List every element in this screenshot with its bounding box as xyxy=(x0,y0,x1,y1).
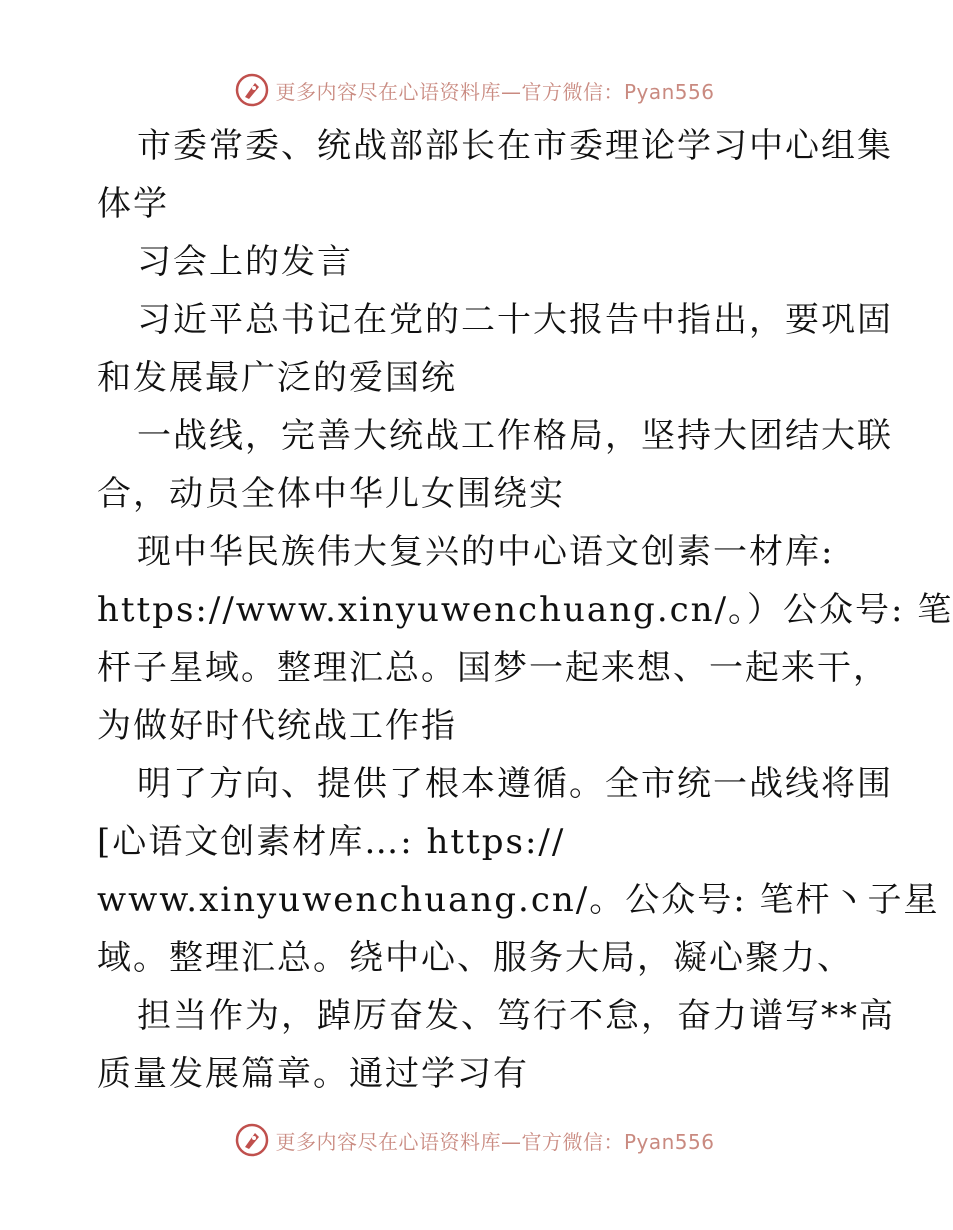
body-line: https://www.xinyuwenchuang.cn/。）公众号: 笔 xyxy=(97,590,953,630)
body-line: 担当作为，踔厉奋发、笃行不怠，奋力谱写**高 xyxy=(137,996,895,1036)
body-line: www.xinyuwenchuang.cn/。公众号: 笔杆丶子星 xyxy=(97,880,940,920)
watermark-text: 更多内容尽在心语资料库—官方微信：Pyan556 xyxy=(275,79,715,104)
body-line: 域。整理汇总。绕中心、服务大局，凝心聚力、 xyxy=(97,938,853,978)
body-line: [心语文创素材库…: https:// xyxy=(97,822,566,862)
body-line: 为做好时代统战工作指 xyxy=(97,706,457,746)
body-line: 现中华民族伟大复兴的中心语文创素一材库: xyxy=(137,532,835,572)
footer-watermark xyxy=(0,1120,950,1160)
body-line: 市委常委、统战部部长在市委理论学习中心组集 xyxy=(137,126,893,166)
pen-nib-logo-icon xyxy=(235,73,269,107)
document-body xyxy=(97,117,953,1103)
header-watermark xyxy=(0,70,950,110)
body-line: 质量发展篇章。通过学习有 xyxy=(97,1054,529,1094)
body-line: 一战线，完善大统战工作格局，坚持大团结大联 xyxy=(137,416,893,456)
body-line: 习近平总书记在党的二十大报告中指出，要巩固 xyxy=(137,300,893,340)
body-line: 合，动员全体中华儿女围绕实 xyxy=(97,474,565,514)
body-line: 习会上的发言 xyxy=(137,242,353,282)
body-line: 明了方向、提供了根本遵循。全市统一战线将围 xyxy=(137,764,893,804)
pen-nib-logo-icon xyxy=(235,1123,269,1157)
body-line: 体学 xyxy=(97,184,169,224)
watermark-text: 更多内容尽在心语资料库—官方微信：Pyan556 xyxy=(275,1129,715,1154)
body-line: 和发展最广泛的爱国统 xyxy=(97,358,457,398)
body-line: 杆子星域。整理汇总。国梦一起来想、一起来干， xyxy=(97,648,889,688)
